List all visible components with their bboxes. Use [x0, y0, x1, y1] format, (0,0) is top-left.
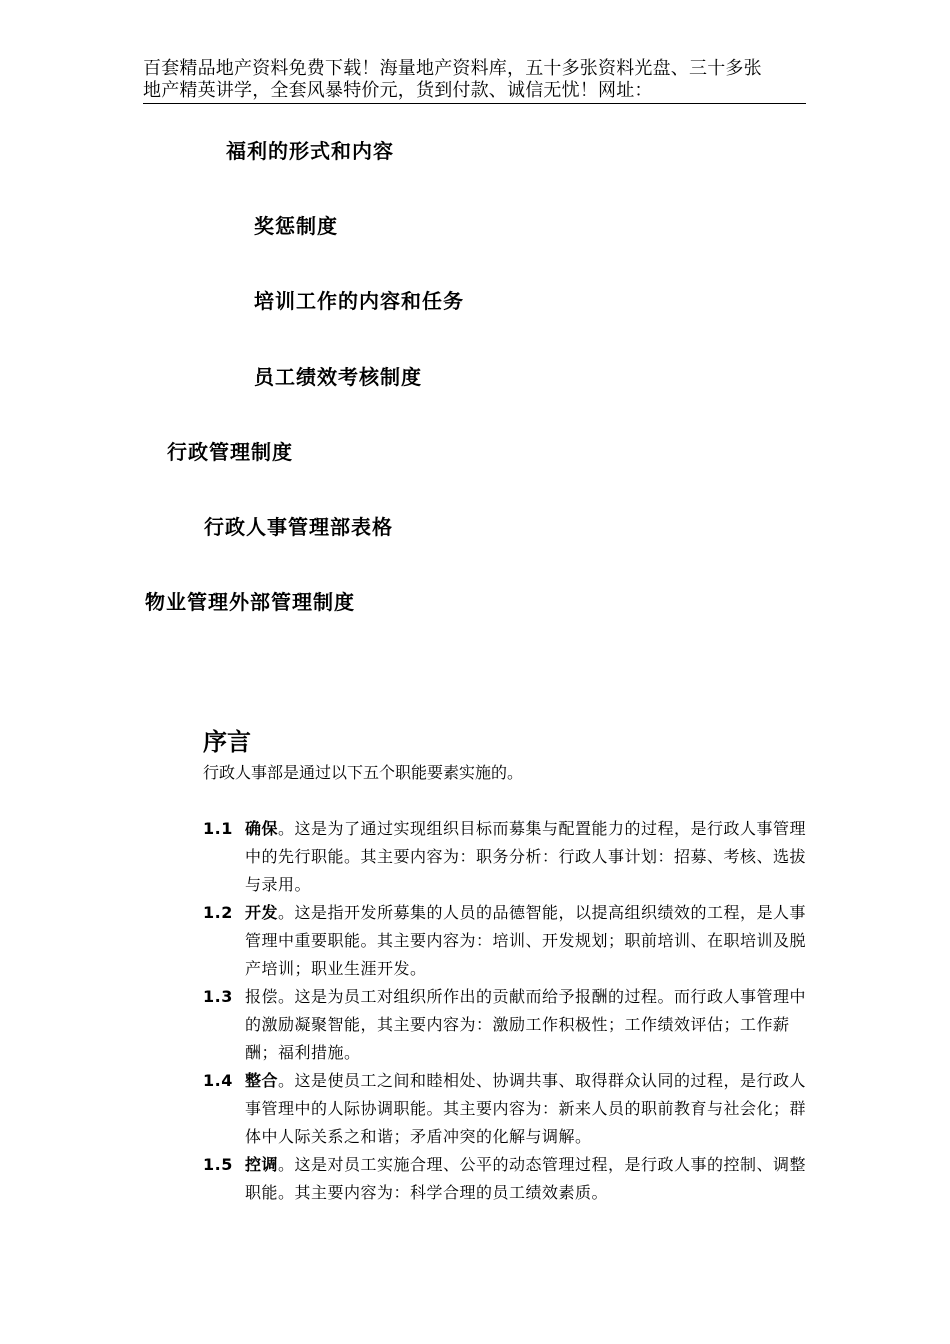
- item-number: 1.2: [203, 903, 233, 922]
- item-term: 报偿: [245, 987, 279, 1006]
- item-number: 1.1: [203, 819, 233, 838]
- item-term: 整合: [245, 1071, 279, 1090]
- item-term: 确保: [245, 819, 279, 838]
- item-text: 。这是使员工之间和睦相处、协调共事、取得群众认同的过程，是行政人事管理中的人际协调职能。其主要内容为：新来人员的职前教育与社会化；群体中人际关系之和谐；矛盾冲突的化解与调解。: [245, 1071, 807, 1146]
- page-header: [143, 58, 806, 104]
- header-line-1: 百套精品地产资料免费下载！海量地产资料库，五十多张资料光盘、三十多张: [143, 58, 762, 79]
- item-text: 。这是为了通过实现组织目标而募集与配置能力的过程，是行政人事管理中的先行职能。其主要内容为：职务分析：行政人事计划：招募、考核、选拔与录用。: [245, 819, 807, 894]
- item-text: 。这是为员工对组织所作出的贡献而给予报酬的过程。而行政人事管理中的激励凝聚智能，其主要内容为：激励工作积极性；工作绩效评估；工作薪酬；福利措施。: [245, 987, 807, 1062]
- list-item: [203, 899, 813, 983]
- toc-item-admin-rules: 行政管理制度: [167, 440, 293, 464]
- list-item: [203, 1067, 813, 1151]
- preface-title: 序言: [203, 728, 251, 756]
- item-number: 1.5: [203, 1155, 233, 1174]
- item-term: 控调: [245, 1155, 279, 1174]
- toc-item-performance: 员工绩效考核制度: [254, 365, 422, 389]
- item-term: 开发: [245, 903, 279, 922]
- item-number: 1.4: [203, 1071, 233, 1090]
- item-number: 1.3: [203, 987, 233, 1006]
- preface-intro: 行政人事部是通过以下五个职能要素实施的。: [203, 763, 524, 782]
- function-list: [203, 815, 813, 1207]
- toc-item-external-rules: 物业管理外部管理制度: [145, 590, 355, 614]
- item-text: 。这是对员工实施合理、公平的动态管理过程，是行政人事的控制、调整职能。其主要内容为：科学合理的员工绩效素质。: [245, 1155, 807, 1202]
- item-text: 。这是指开发所募集的人员的品德智能，以提高组织绩效的工程，是人事管理中重要职能。其主要内容为：培训、开发规划；职前培训、在职培训及脱产培训；职业生涯开发。: [245, 903, 807, 978]
- toc-item-admin-forms: 行政人事管理部表格: [204, 515, 393, 539]
- toc-item-welfare: 福利的形式和内容: [226, 139, 394, 163]
- toc-item-rewards: 奖惩制度: [254, 214, 338, 238]
- list-item: [203, 1151, 813, 1207]
- list-item: [203, 983, 813, 1067]
- header-line-2: 地产精英讲学，全套风暴特价元，货到付款、诚信无忧！网址：: [143, 80, 653, 101]
- toc-item-training: 培训工作的内容和任务: [254, 289, 464, 313]
- list-item: [203, 815, 813, 899]
